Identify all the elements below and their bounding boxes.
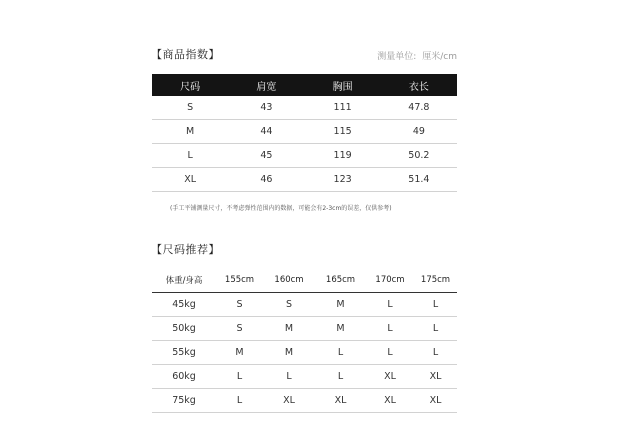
spec-header-shoulder: 肩宽 xyxy=(228,74,304,96)
spec-row xyxy=(152,96,457,120)
recommend-cell: L xyxy=(366,293,414,317)
measure-unit-label: 测量单位: xyxy=(377,52,417,62)
recommend-cell: L xyxy=(216,389,263,413)
recommend-row xyxy=(152,389,457,413)
recommend-cell: XL xyxy=(366,389,414,413)
recommend-cell: S xyxy=(216,293,263,317)
recommend-cell: L xyxy=(216,365,263,389)
recommend-row xyxy=(152,341,457,365)
weight-cell: 60kg xyxy=(152,365,216,389)
spec-cell: 115 xyxy=(305,120,381,144)
weight-cell: 75kg xyxy=(152,389,216,413)
recommend-header-height: 155cm xyxy=(216,268,263,293)
recommend-cell: XL xyxy=(414,389,457,413)
spec-row xyxy=(152,120,457,144)
recommend-row xyxy=(152,317,457,341)
recommend-cell: M xyxy=(315,293,366,317)
spec-cell: L xyxy=(152,144,228,168)
spec-header-chest: 胸围 xyxy=(305,74,381,96)
recommend-cell: XL xyxy=(315,389,366,413)
spec-cell: 119 xyxy=(305,144,381,168)
spec-row xyxy=(152,144,457,168)
spec-cell: 43 xyxy=(228,96,304,120)
recommend-cell: M xyxy=(315,317,366,341)
recommend-row xyxy=(152,365,457,389)
spec-row xyxy=(152,168,457,192)
spec-cell: 51.4 xyxy=(381,168,457,192)
measurement-note: (手工平铺测量尺寸，不考虑弹性范围内的数据，可能会有2-3cm的误差，仅供参考) xyxy=(170,205,392,212)
size-spec-table xyxy=(152,74,457,192)
recommend-cell: L xyxy=(414,293,457,317)
recommend-cell: M xyxy=(216,341,263,365)
recommend-cell: M xyxy=(263,317,315,341)
recommend-cell: XL xyxy=(366,365,414,389)
recommend-header-height: 170cm xyxy=(366,268,414,293)
spec-header-length: 衣长 xyxy=(381,74,457,96)
recommend-header-height: 165cm xyxy=(315,268,366,293)
recommend-section-title: 【尺码推荐】 xyxy=(151,243,220,256)
recommend-cell: L xyxy=(315,341,366,365)
spec-cell: 45 xyxy=(228,144,304,168)
recommend-row xyxy=(152,293,457,317)
spec-header-size: 尺码 xyxy=(152,74,228,96)
spec-cell: M xyxy=(152,120,228,144)
weight-cell: 50kg xyxy=(152,317,216,341)
spec-cell: 123 xyxy=(305,168,381,192)
spec-cell: 44 xyxy=(228,120,304,144)
recommend-cell: L xyxy=(414,341,457,365)
spec-cell: 111 xyxy=(305,96,381,120)
recommend-cell: XL xyxy=(263,389,315,413)
recommend-cell: L xyxy=(366,341,414,365)
measure-unit-value: 厘米/cm xyxy=(422,52,457,62)
spec-section-title: 【商品指数】 xyxy=(151,48,220,61)
size-recommend-table xyxy=(152,268,457,413)
recommend-cell: L xyxy=(414,317,457,341)
recommend-cell: XL xyxy=(414,365,457,389)
recommend-header-height: 160cm xyxy=(263,268,315,293)
recommend-cell: S xyxy=(216,317,263,341)
spec-cell: 50.2 xyxy=(381,144,457,168)
recommend-header-height: 175cm xyxy=(414,268,457,293)
recommend-header-row xyxy=(152,268,457,293)
weight-cell: 45kg xyxy=(152,293,216,317)
spec-cell: 49 xyxy=(381,120,457,144)
recommend-cell: S xyxy=(263,293,315,317)
weight-cell: 55kg xyxy=(152,341,216,365)
recommend-header-weight-height: 体重/身高 xyxy=(152,268,216,293)
recommend-cell: L xyxy=(263,365,315,389)
spec-cell: 47.8 xyxy=(381,96,457,120)
recommend-cell: L xyxy=(366,317,414,341)
recommend-cell: L xyxy=(315,365,366,389)
spec-cell: 46 xyxy=(228,168,304,192)
spec-cell: S xyxy=(152,96,228,120)
recommend-cell: M xyxy=(263,341,315,365)
spec-cell: XL xyxy=(152,168,228,192)
spec-header-row xyxy=(152,74,457,96)
measure-unit xyxy=(377,49,457,62)
